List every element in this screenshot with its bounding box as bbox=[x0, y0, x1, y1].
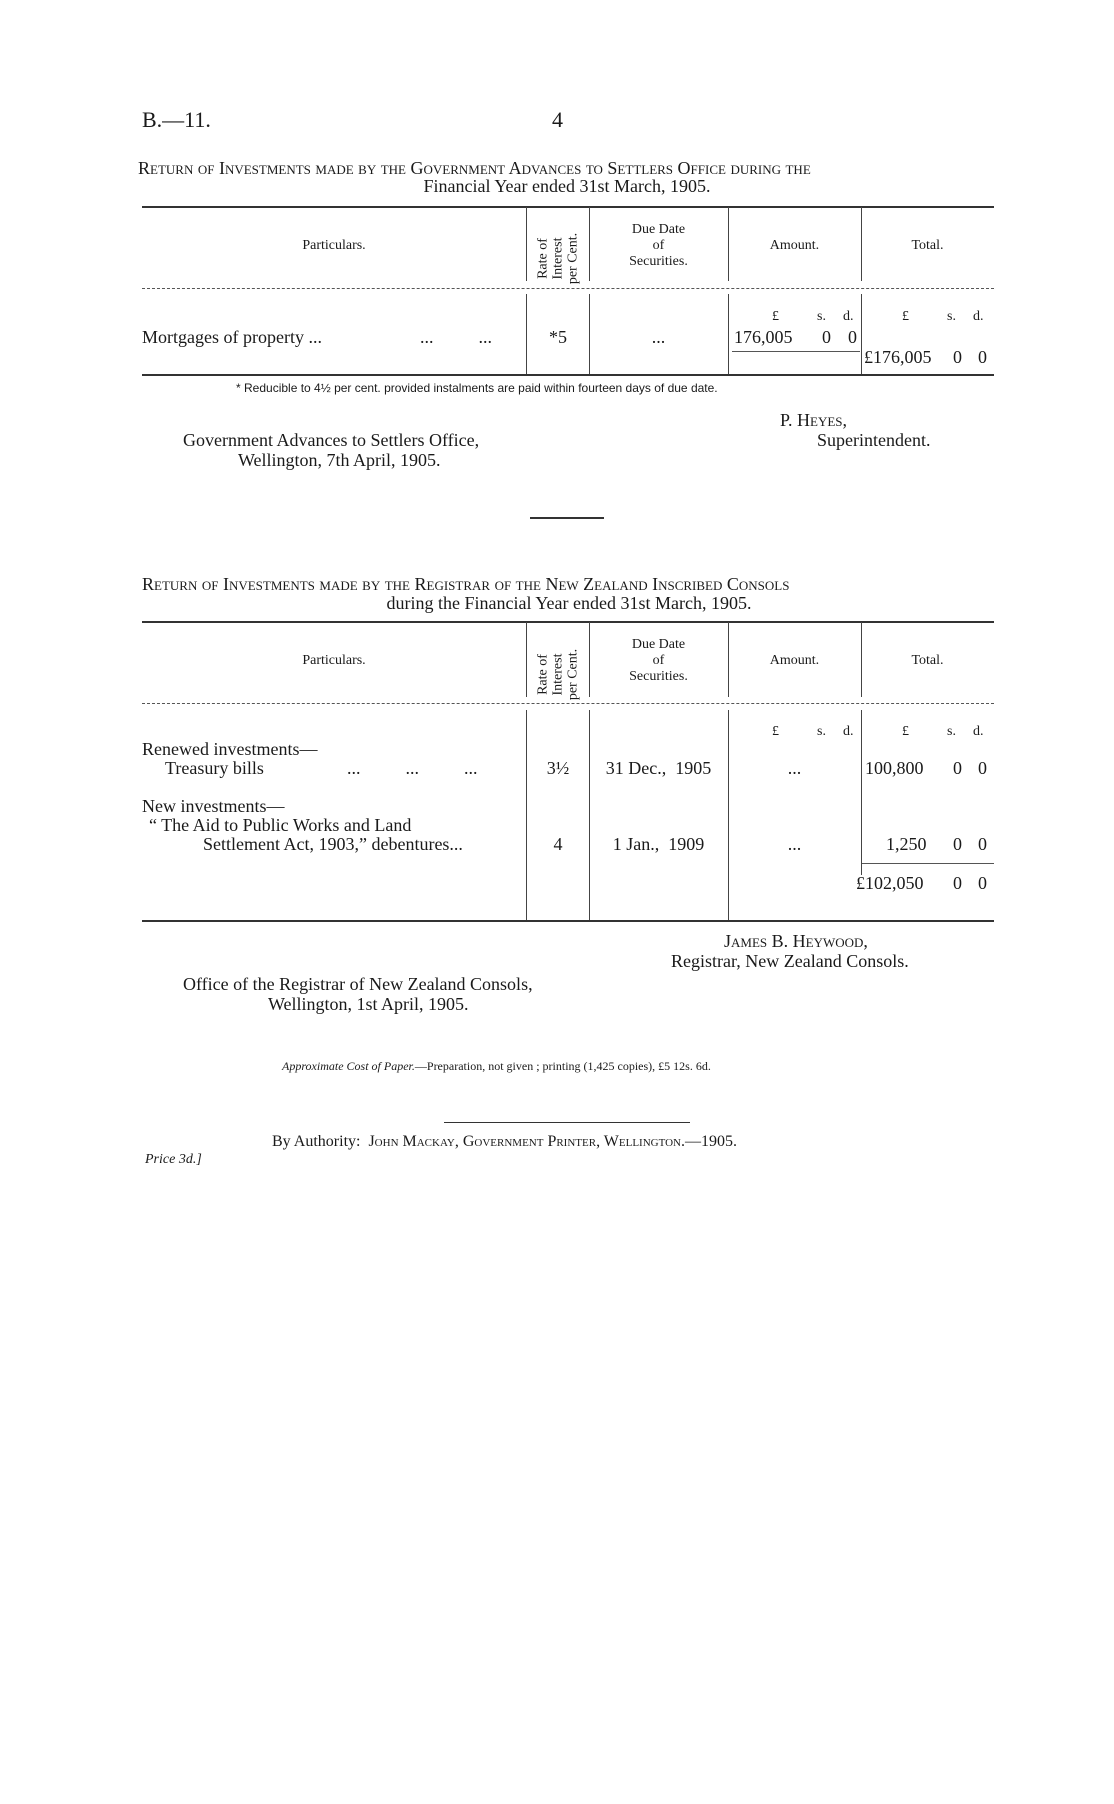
return-1-title-line2: Financial Year ended 31st March, 1905. bbox=[423, 176, 711, 196]
return-1-total-pounds: £176,005 bbox=[864, 347, 932, 367]
return-2-col-particulars: Particulars. bbox=[302, 653, 366, 668]
footer-rule bbox=[444, 1122, 690, 1123]
return-1-total-d: 0 bbox=[978, 347, 987, 367]
return-1-footnote: * Reducible to 4½ per cent. provided instalments are paid within fourteen days of due date. bbox=[236, 381, 718, 395]
return-2-row2-particulars-line2: Settlement Act, 1903,” debentures... bbox=[203, 834, 463, 854]
return-1-unit-s-amount: s. bbox=[817, 309, 826, 324]
authority-line bbox=[272, 1133, 737, 1151]
return-2-col-rate: Rate of Interest per Cent. bbox=[535, 648, 581, 701]
return-1-signatory-name: P. Heyes, bbox=[780, 410, 848, 430]
cost-of-paper bbox=[282, 1059, 711, 1074]
cost-text: —Preparation, not given ; printing (1,425 copies), £5 12s. 6d. bbox=[414, 1059, 711, 1073]
return-1-office-line2: Wellington, 7th April, 1905. bbox=[238, 450, 441, 470]
return-1-row-rate: *5 bbox=[549, 327, 567, 347]
return-2-row2-total-s: 0 bbox=[953, 834, 962, 854]
return-2-row1-amount: ... bbox=[787, 758, 802, 778]
return-2-col-due-date: Due Date of Securities. bbox=[629, 637, 688, 684]
return-2-row1-total-s: 0 bbox=[953, 758, 962, 778]
return-2-unit-s-amount: s. bbox=[817, 724, 826, 739]
return-1-row-particulars: Mortgages of property ... bbox=[142, 327, 322, 347]
return-1-title-line1: Return of Investments made by the Government Advances to Settlers Office during the bbox=[138, 158, 811, 178]
return-2-grand-total-s: 0 bbox=[953, 873, 962, 893]
return-2-signatory-title: Registrar, New Zealand Consols. bbox=[671, 951, 909, 971]
return-2-title-line1: Return of Investments made by the Registrar of the New Zealand Inscribed Consols bbox=[142, 574, 790, 594]
return-2-col-amount: Amount. bbox=[769, 653, 820, 668]
authority-label: By Authority: bbox=[272, 1133, 361, 1150]
return-1-total-s: 0 bbox=[953, 347, 962, 367]
return-2-row2-amount: ... bbox=[787, 834, 802, 854]
return-1-unit-s-total: s. bbox=[947, 309, 956, 324]
return-2-grand-total-pounds: £102,050 bbox=[856, 873, 924, 893]
return-2-office-line2: Wellington, 1st April, 1905. bbox=[268, 994, 469, 1014]
return-1-unit-pound-total: £ bbox=[902, 309, 909, 324]
page-reference: B.—11. bbox=[142, 107, 211, 132]
printer-name: John Mackay, Government Printer, Wellington.—1905. bbox=[368, 1133, 737, 1150]
cost-label: Approximate Cost of Paper. bbox=[282, 1059, 415, 1073]
return-2-row2-rate: 4 bbox=[553, 834, 563, 854]
section-divider bbox=[530, 517, 604, 519]
return-2-row2-particulars-line1: “ The Aid to Public Works and Land bbox=[149, 815, 412, 835]
return-2-row1-total-pounds: 100,800 bbox=[865, 758, 924, 778]
return-2-row1-particulars: Treasury bills bbox=[165, 758, 264, 778]
return-2-unit-d-total: d. bbox=[973, 724, 984, 739]
return-2-row2-due: 1 Jan., 1909 bbox=[612, 834, 705, 854]
return-1-row-amount-d: 0 bbox=[848, 327, 857, 347]
return-1-col-amount: Amount. bbox=[769, 238, 820, 253]
return-2-group-renewed: Renewed investments— bbox=[142, 739, 318, 759]
return-1-col-total: Total. bbox=[911, 238, 944, 253]
return-2-row1-total-d: 0 bbox=[978, 758, 987, 778]
return-1-signatory-title: Superintendent. bbox=[817, 430, 931, 450]
return-1-row-dots: ... ... bbox=[420, 327, 492, 347]
return-2-row1-due: 31 Dec., 1905 bbox=[605, 758, 712, 778]
return-1-col-particulars: Particulars. bbox=[302, 238, 366, 253]
return-2-row2-total-d: 0 bbox=[978, 834, 987, 854]
return-1-unit-d-amount: d. bbox=[843, 309, 854, 324]
return-2-signatory-name: James B. Heywood, bbox=[724, 931, 868, 951]
return-2-title-line2: during the Financial Year ended 31st March, 1905. bbox=[386, 593, 752, 613]
return-2-col-total: Total. bbox=[911, 653, 944, 668]
return-2-unit-pound-total: £ bbox=[902, 724, 909, 739]
return-2-row1-rate: 3½ bbox=[546, 758, 570, 778]
return-2-unit-d-amount: d. bbox=[843, 724, 854, 739]
return-2-group-new: New investments— bbox=[142, 796, 285, 816]
return-2-row1-dots: ... ... ... bbox=[347, 758, 478, 778]
return-2-grand-total-d: 0 bbox=[978, 873, 987, 893]
return-2-office-line1: Office of the Registrar of New Zealand Consols, bbox=[183, 974, 533, 994]
return-2-unit-s-total: s. bbox=[947, 724, 956, 739]
return-2-unit-pound-amount: £ bbox=[772, 724, 779, 739]
return-1-row-amount-pounds: 176,005 bbox=[734, 327, 793, 347]
return-1-row-due: ... bbox=[651, 327, 666, 347]
return-1-row-amount-s: 0 bbox=[822, 327, 831, 347]
price: Price 3d.] bbox=[145, 1152, 202, 1167]
page-number: 4 bbox=[552, 107, 563, 132]
return-1-col-rate: Rate of Interest per Cent. bbox=[535, 232, 581, 285]
return-1-col-due-date: Due Date of Securities. bbox=[629, 222, 688, 269]
return-1-unit-d-total: d. bbox=[973, 309, 984, 324]
return-1-unit-pound-amount: £ bbox=[772, 309, 779, 324]
return-2-row2-total-pounds: 1,250 bbox=[886, 834, 927, 854]
return-1-office-line1: Government Advances to Settlers Office, bbox=[183, 430, 480, 450]
